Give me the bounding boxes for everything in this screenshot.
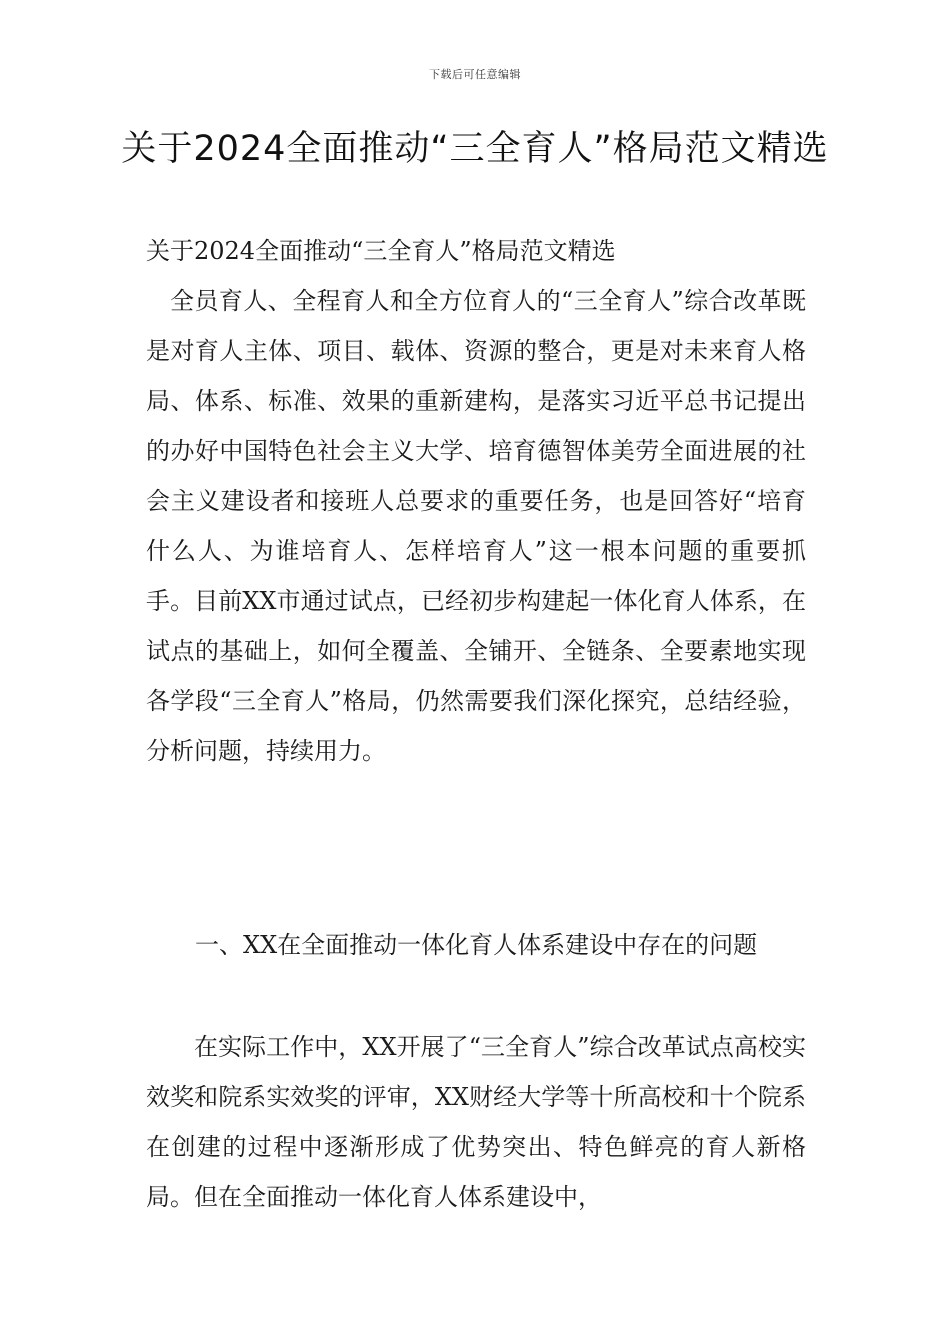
paragraph-intro: 全员育人、全程育人和全方位育人的“三全育人”综合改革既是对育人主体、项目、载体、资源的整合，更是对未来育人格局、体系、标准、效果的重新建构，是落实习近平总书记提出的办好中国特色社会主义大学、培育德智体美劳全面进展的社会主义建设者和接班人总要求的重要任务，也是回答好“培育什么人、为谁培育人、怎样培育人”这一根本问题的重要抓手。目前XX市通过试点，已经初步构建起一体化育人体系，在试点的基础上，如何全覆盖、全铺开、全链条、全要素地实现各学段“三全育人”格局，仍然需要我们深化探究，总结经验，分析问题，持续用力。 xyxy=(146,287,806,765)
document-title: 关于2024全面推动“三全育人”格局范文精选 xyxy=(121,129,829,169)
document-subtitle: 关于2024全面推动“三全育人”格局范文精选 xyxy=(146,237,616,265)
header-note: 下载后可任意编辑 xyxy=(429,68,521,81)
paragraph-section1: 在实际工作中，XX开展了“三全育人”综合改革试点高校实效奖和院系实效奖的评审，XX财经大学等十所高校和十个院系在创建的过程中逐渐形成了优势突出、特色鲜亮的育人新格局。但在全面推动一体化育人体系建设中， xyxy=(146,1033,806,1211)
section-heading-1: 一、XX在全面推动一体化育人体系建设中存在的问题 xyxy=(195,931,758,959)
